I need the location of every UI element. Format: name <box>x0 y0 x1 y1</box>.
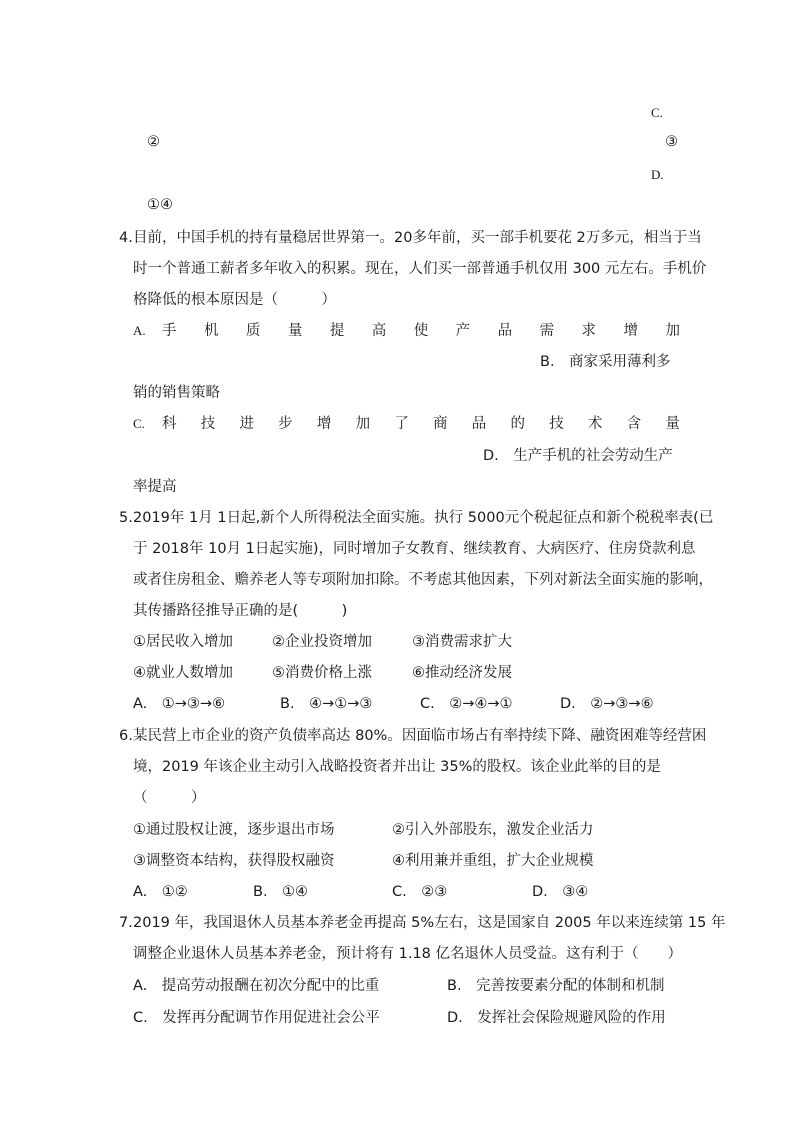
q5-line-1: 2019年 1月 1日起,新个人所得税法全面实施。执行 5000元个税起征点和新个税税率表(已 <box>133 510 714 526</box>
q6-item-1: ①通过股权让渡，逐步退出市场 <box>133 822 335 838</box>
option-c-label: C. <box>651 105 663 120</box>
q5-line-3: 或者住房租金、赡养老人等专项附加扣除。不考虑其他因素，下列对新法全面实施的影响， <box>133 572 713 588</box>
q6-item-3: ③调整资本结构，获得股权融资 <box>133 853 335 869</box>
q5-line-4: 其传播路径推导正确的是( ) <box>133 603 348 619</box>
q4-line-2: 时一个普通工薪者多年收入的积累。现在，人们买一部普通手机仅用 300 元左右。手机价 <box>133 261 707 277</box>
option-d-label: D. <box>651 167 664 182</box>
q6-line-3: （ ） <box>133 790 206 806</box>
q5-item-5: ⑤消费价格上涨 <box>272 665 372 681</box>
option-c-value-2: ③ <box>665 134 678 150</box>
q6-option-b: B. ①④ <box>253 884 309 900</box>
q6-option-a: A. ①② <box>133 884 188 900</box>
q4-option-a-text: 手 机 质 量 提 高 使 产 品 需 求 增 加 <box>162 323 680 339</box>
q4-line-1: 目前，中国手机的持有量稳居世界第一。20多年前，买一部手机要花 2万多元，相当于当 <box>133 230 702 246</box>
q5-number: 5. <box>119 510 133 526</box>
q5-item-3: ③消费需求扩大 <box>412 634 512 650</box>
q4-number: 4. <box>119 230 133 246</box>
q4-option-d: D. 生产手机的社会劳动生产 <box>483 448 673 464</box>
q7-option-b: B. 完善按要素分配的体制和机制 <box>447 978 665 994</box>
q4-option-d-cont: 率提高 <box>133 479 177 495</box>
option-d-value: ①④ <box>147 197 173 213</box>
q4-option-b-cont: 销的销售策略 <box>133 385 220 401</box>
q6-option-c: C. ②③ <box>392 884 448 900</box>
q5-option-a: A. ①→③→⑥ <box>133 696 226 712</box>
option-c-value: ② <box>147 134 160 150</box>
q5-option-d: D. ②→③→⑥ <box>560 696 654 712</box>
q5-option-c: C. ②→④→① <box>420 696 513 712</box>
q5-item-4: ④就业人数增加 <box>133 665 233 681</box>
q6-number: 6. <box>119 728 133 744</box>
q4-line-3: 格降低的根本原因是（ ） <box>133 292 336 308</box>
q7-number: 7. <box>119 915 133 931</box>
q6-item-4: ④利用兼并重组，扩大企业规模 <box>392 853 594 869</box>
q7-line-1: 2019 年，我国退休人员基本养老金再提高 5%左右，这是国家自 2005 年以来连续第 15 年 <box>133 915 726 931</box>
q6-item-2: ②引入外部股东，激发企业活力 <box>392 822 594 838</box>
q7-line-2: 调整企业退休人员基本养老金，预计将有 1.18 亿名退休人员受益。这有利于（ ） <box>133 946 683 962</box>
q5-item-2: ②企业投资增加 <box>272 634 372 650</box>
q5-item-6: ⑥推动经济发展 <box>412 665 512 681</box>
q4-option-c-label: C. <box>133 416 145 431</box>
q6-line-2: 境，2019 年该企业主动引入战略投资者并出让 35%的股权。该企业此举的目的是 <box>133 759 661 775</box>
q4-option-a-label: A. <box>133 323 146 338</box>
q5-line-2: 于 2018年 10月 1日起实施)，同时增加子女教育、继续教育、大病医疗、住房贷款利息 <box>133 541 696 557</box>
q7-option-c: C. 发挥再分配调节作用促进社会公平 <box>133 1010 380 1026</box>
q7-option-a: A. 提高劳动报酬在初次分配中的比重 <box>133 978 380 994</box>
q6-line-1: 某民营上市企业的资产负债率高达 80%。因面临市场占有率持续下降、融资困难等经营困 <box>133 728 707 744</box>
q4-option-c-text: 科 技 进 步 增 加 了 商 品 的 技 术 含 量 <box>162 416 680 432</box>
q5-item-1: ①居民收入增加 <box>133 634 233 650</box>
q4-option-b: B. 商家采用薄利多 <box>540 354 671 370</box>
q7-option-d: D. 发挥社会保险规避风险的作用 <box>447 1010 666 1026</box>
q6-option-d: D. ③④ <box>532 884 589 900</box>
q5-option-b: B. ④→①→③ <box>280 696 373 712</box>
